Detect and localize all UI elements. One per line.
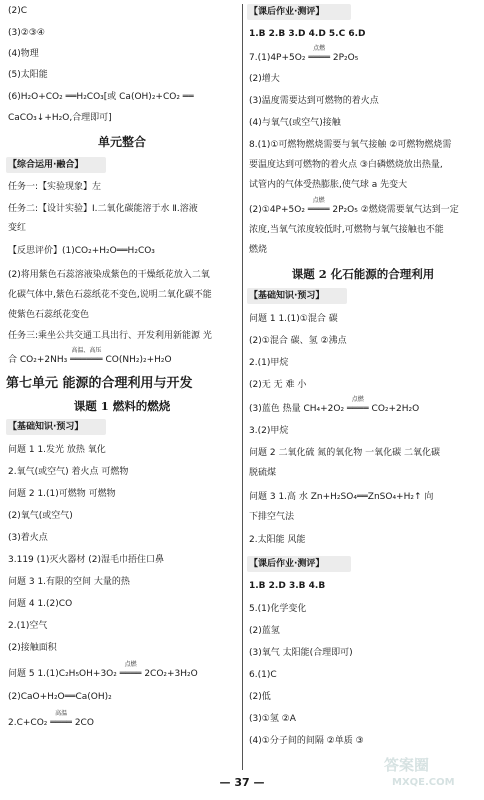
answer-line: (2)CaO+H₂O══Ca(OH)₂ — [8, 692, 112, 702]
answer-line: (5)太阳能 — [8, 70, 48, 80]
answer-line: (2)蓝氢 — [249, 626, 280, 636]
equation-line: 7.(1)4P+5O₂ 点燃 ════ 2P₂O₅ — [249, 45, 359, 63]
watermark-logo: 答案圈 MXQE.COM — [384, 756, 455, 788]
section-header-comprehensive: 【综合运用·融合】 — [8, 160, 84, 170]
answer-line: (4)①分子间的间隔 ②单质 ③ — [249, 736, 364, 746]
answer-line: 2.(1)甲烷 — [249, 358, 289, 368]
section-title-unit-integration: 单元整合 — [97, 135, 146, 149]
equation-line: 2.C+CO₂ 高温 ════ 2CO — [8, 710, 94, 728]
answer-line: (3)温度需要达到可燃物的着火点 — [249, 96, 379, 106]
answer-line: (2)将用紫色石蕊溶液染成紫色的干燥纸花放入二氧 — [8, 270, 210, 280]
answer-line: (3)着火点 — [8, 533, 48, 543]
section-header-basic: 【基础知识·预习】 — [249, 291, 325, 301]
answer-line: 【反思评价】(1)CO₂+H₂O══H₂CO₃ — [8, 246, 155, 256]
answer-line: 任务一:【实验现象】左 — [8, 182, 102, 192]
section-header-basic: 【基础知识·预习】 — [8, 422, 84, 432]
equation-line: 合 CO₂+2NH₃ 高温、高压 ══════ CO(NH₂)₂+H₂O — [8, 347, 172, 365]
answer-line: 使紫色石蕊纸花变色 — [8, 310, 90, 320]
answer-line: 5.(1)化学变化 — [249, 604, 307, 614]
answer-line: 8.(1)①可燃物燃烧需要与氧气接触 ②可燃物燃烧需 — [249, 140, 452, 150]
answer-line: (2)增大 — [249, 74, 280, 84]
answer-line: (3)②③④ — [8, 28, 45, 38]
column-divider — [242, 4, 243, 770]
answer-line: 问题 2 1.(1)可燃物 可燃物 — [8, 489, 116, 499]
answer-line: (2)低 — [249, 692, 271, 702]
reaction-condition: 点燃 ════ — [346, 396, 369, 414]
answer-line: (3)氧气 太阳能(合理即可) — [249, 648, 353, 658]
answer-line: 下排空气法 — [249, 512, 295, 522]
answer-line: (2)无 无 难 小 — [249, 380, 307, 390]
answer-line: 2.(1)空气 — [8, 621, 48, 631]
unit-title: 第七单元 能源的合理利用与开发 — [6, 376, 193, 391]
answer-line: (2)接触面积 — [8, 643, 57, 653]
answer-line: 化碳气体中,紫色石蕊纸花不变色,说明二氧化碳不能 — [8, 290, 212, 300]
answer-line: 问题 3 1.高 水 Zn+H₂SO₄══ZnSO₄+H₂↑ 向 — [249, 492, 434, 502]
answer-line: (2)C — [8, 6, 28, 16]
answer-line: 变红 — [8, 223, 27, 233]
answer-line: (2)氧气(或空气) — [8, 511, 73, 521]
answer-line: 1.B 2.D 3.B 4.B — [249, 581, 326, 591]
answer-line: 问题 1 1.(1)①混合 碳 — [249, 314, 338, 324]
reaction-condition: 点燃 ════ — [307, 197, 330, 215]
answer-line: 燃烧 — [249, 245, 268, 255]
answer-line: 问题 4 1.(2)CO — [8, 599, 73, 609]
answer-line: 6.(1)C — [249, 670, 277, 680]
answer-line: 任务二:【设计实验】Ⅰ.二氧化碳能溶于水 Ⅱ.溶液 — [8, 204, 198, 214]
answer-line: 任务三:乘坐公共交通工具出行、开发利用新能源 光 — [8, 331, 212, 341]
section-header-homework: 【课后作业·测评】 — [249, 559, 325, 569]
answer-line: 1.B 2.B 3.D 4.D 5.C 6.D — [249, 29, 366, 39]
answer-line: 3.(2)甲烷 — [249, 426, 289, 436]
answer-line: (2)①混合 碳、氢 ②沸点 — [249, 336, 347, 346]
answer-line: CaCO₃↓+H₂O,合理即可] — [8, 113, 112, 123]
lesson-title: 课题 2 化石能源的合理利用 — [291, 267, 435, 281]
answer-line: 试管内的气体受热膨胀,使气球 a 先变大 — [249, 180, 408, 190]
answer-line: (6)H₂O+CO₂ ══H₂CO₃[或 Ca(OH)₂+CO₂ ══ — [8, 92, 194, 102]
answer-line: (4)与氧气(或空气)接触 — [249, 118, 341, 128]
answer-line: 2.太阳能 风能 — [249, 535, 306, 545]
answer-line: 3.119 (1)灭火器材 (2)湿毛巾捂住口鼻 — [8, 555, 164, 565]
section-header-homework: 【课后作业·测评】 — [249, 7, 325, 17]
reaction-condition: 点燃 ════ — [119, 661, 142, 679]
lesson-title: 课题 1 燃料的燃烧 — [73, 399, 171, 413]
answer-line: 问题 1 1.发光 放热 氧化 — [8, 445, 106, 455]
answer-line: (4)物理 — [8, 49, 39, 59]
page-number: — 37 — — [219, 776, 265, 789]
answer-line: 问题 3 1.有限的空间 大量的热 — [8, 577, 130, 587]
answer-line: 问题 2 二氧化硫 氮的氧化物 一氧化碳 二氧化碳 — [249, 448, 441, 458]
answer-line: (3)①氢 ②A — [249, 714, 296, 724]
equation-line: (3)蓝色 热量 CH₄+2O₂ 点燃 ════ CO₂+2H₂O — [249, 396, 420, 414]
equation-line: 问题 5 1.(1)C₂H₅OH+3O₂ 点燃 ════ 2CO₂+3H₂O — [8, 661, 198, 679]
reaction-condition: 高温 ════ — [50, 710, 72, 728]
answer-line: 浓度,当氧气浓度较低时,可燃物与氧气接触也不能 — [249, 225, 444, 235]
reaction-condition: 高温、高压 ══════ — [70, 347, 103, 365]
answer-line: 2.氧气(或空气) 着火点 可燃物 — [8, 467, 129, 477]
answer-line: 脱硫煤 — [249, 468, 277, 478]
answer-line: 要温度达到可燃物的着火点 ③白磷燃烧放出热量, — [249, 160, 443, 170]
reaction-condition: 点燃 ════ — [308, 45, 331, 63]
equation-line: (2)①4P+5O₂ 点燃 ════ 2P₂O₅ ②燃烧需要氧气达到一定 — [249, 197, 459, 215]
